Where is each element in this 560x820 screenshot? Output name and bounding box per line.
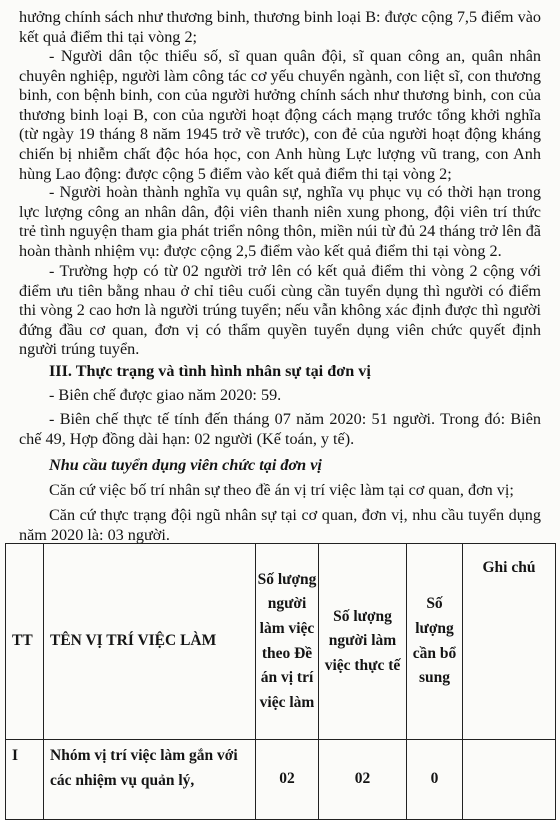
needs-basis-2: Căn cứ thực trạng đội ngũ nhân sự tại cơ quan, đơn vị, nhu cầu tuyển dụng năm 2020 là: 03 người.: [19, 506, 541, 544]
header-planned-count: Số lượng người làm việc theo Đề án vị trí việc làm: [256, 544, 319, 740]
header-note: Ghi chú: [463, 544, 556, 740]
needs-heading: Nhu cầu tuyển dụng viên chức tại đơn vị: [49, 456, 322, 474]
section-3-heading: III. Thực trạng và tình hình nhân sự tại đơn vị: [49, 362, 371, 380]
paragraph-priority-5: - Người dân tộc thiểu số, sĩ quan quân đội, sĩ quan công an, quân nhân chuyên nghiệp, người làm công tác cơ yếu chuyển ngành, con liệt sĩ, con thương binh, con bệnh binh, con của người hưởng chính sách như thương binh, con của thương binh loại B, con của người hoạt động cách mạng trước tổng khởi nghĩa (từ ngày 19 tháng 8 năm 1945 trở về trước), con đẻ của người hoạt động kháng chiến bị nhiễm chất độc hóa học, con Anh hùng Lực lượng vũ trang, con Anh hùng Lao động: được cộng 5 điểm vào kết quả điểm thi tại vòng 2;: [19, 47, 541, 183]
cell-planned-count: 02: [256, 740, 319, 820]
header-tt: TT: [6, 544, 44, 740]
header-job-title: TÊN VỊ TRÍ VIỆC LÀM: [44, 544, 256, 740]
staffing-actual: - Biên chế thực tế tính đến tháng 07 năm 2020: 51 người. Trong đó: Biên chế 49, Hợp đồng dài hạn: 02 người (Kế toán, y tế).: [19, 410, 541, 448]
staffing-assigned: - Biên chế được giao năm 2020: 59.: [49, 386, 282, 404]
needs-basis-1: Căn cứ việc bố trí nhân sự theo đề án vị trí việc làm tại cơ quan, đơn vị;: [49, 481, 514, 499]
paragraph-tie-rule: - Trường hợp có từ 02 người trở lên có kết quả điểm thi vòng 2 cộng với điểm ưu tiên bằng nhau ở chỉ tiêu cuối cùng cần tuyển dụng thì người có điểm thi vòng 2 cao hơn là người trúng tuyển; nếu vẫn không xác định được thì người đứng đầu cơ quan, đơn vị có thẩm quyền tuyển dụng viên chức quyết định người trúng tuyển.: [19, 262, 541, 359]
table-header-row: [6, 544, 556, 740]
table-row: [6, 740, 556, 820]
recruitment-table: [5, 543, 556, 820]
header-actual-count: Số lượng người làm việc thực tế: [319, 544, 407, 740]
cell-note: [463, 740, 556, 820]
cell-tt: I: [6, 740, 44, 820]
cell-actual-count: 02: [319, 740, 407, 820]
cell-job-title: Nhóm vị trí việc làm gắn với các nhiệm vụ quản lý,: [44, 740, 256, 820]
cell-needed-count: 0: [407, 740, 463, 820]
paragraph-priority-7-5: hưởng chính sách như thương binh, thương binh loại B: được cộng 7,5 điểm vào kết quả điểm thi tại vòng 2;: [19, 8, 541, 46]
paragraph-priority-2-5: - Người hoàn thành nghĩa vụ quân sự, nghĩa vụ phục vụ có thời hạn trong lực lượng công an nhân dân, đội viên thanh niên xung phong, đội viên trí thức trẻ tình nguyện tham gia phát triển nông thôn, miền núi từ đủ 24 tháng trở lên đã hoàn thành nhiệm vụ: được cộng 2,5 điểm vào kết quả điểm thi tại vòng 2.: [19, 183, 541, 260]
header-needed-count: Số lượng cần bổ sung: [407, 544, 463, 740]
